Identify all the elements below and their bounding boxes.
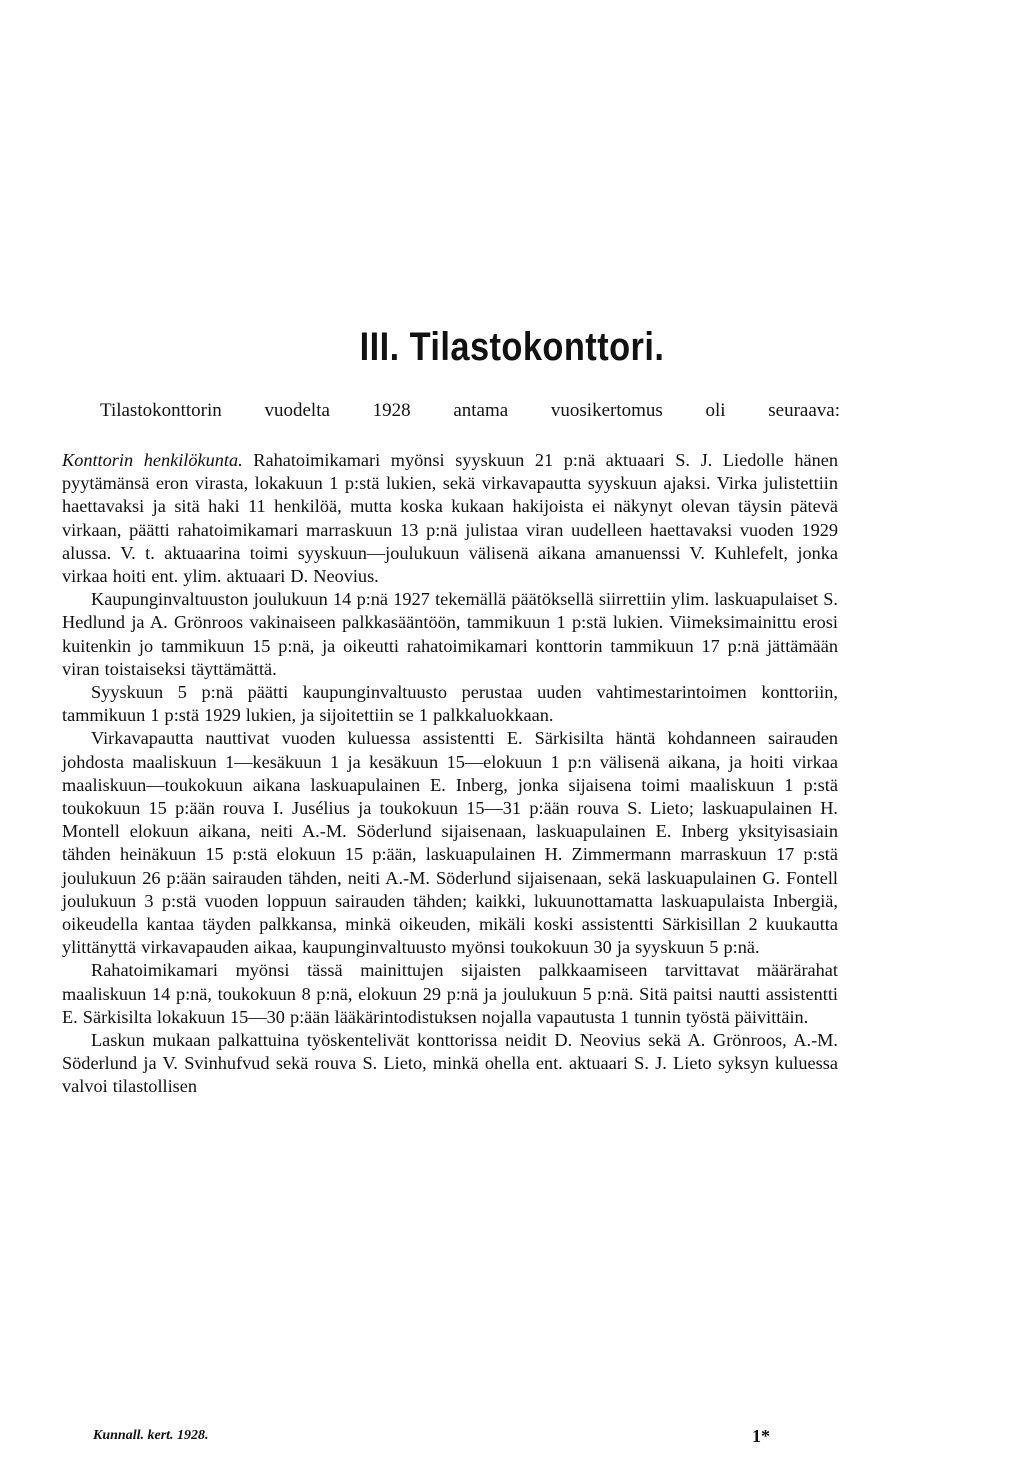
- page-footer: [0, 1424, 1024, 1448]
- paragraph-2: Kaupunginvaltuuston joulukuun 14 p:nä 1927 tekemällä päätöksellä siirrettiin ylim. laskuapulaiset S. Hedlund ja A. Grönroos vakinaiseen palkkasääntöön, tammikuun 1 p:stä lukien. Viimeksimainittu erosi kuitenkin jo tammikuun 15 p:nä, ja oikeutti rahatoimikamari konttorin tammikuun 17 p:nä jättämään viran toistaiseksi täyttämättä.: [62, 589, 838, 679]
- paragraph-5: Rahatoimikamari myönsi tässä mainittujen sijaisten palkkaamiseen tarvittavat määrärahat maaliskuun 14 p:nä, toukokuun 8 p:nä, elokuun 29 p:nä ja joulukuun 5 p:nä. Sitä paitsi nautti assistentti E. Särkisilta lokakuun 15—30 p:ään lääkärintodistuksen nojalla vapautusta 1 tunnin työstä päivittäin.: [62, 960, 838, 1027]
- publication-reference: Kunnall. kert. 1928.: [93, 1428, 209, 1443]
- paragraph-1-text: Rahatoimikamari myönsi syyskuun 21 p:nä aktuaari S. J. Liedolle hänen pyytämänsä eron virasta, lokakuun 1 p:stä lukien, sekä virkavapautta syyskuun ajaksi. Virka julistettiin haettavaksi ja sitä haki 11 henkilöä, mutta koska kukaan hakijoista ei näkynyt olevan täysin pätevä virkaan, päätti rahatoimikamari marraskuun 13 p:nä julistaa viran uudelleen haettavaksi vuoden 1929 alussa. V. t. aktuaarina toimi syyskuun—joulukuun välisenä aikana amanuenssi V. Kuhlefelt, jonka virkaa hoiti ent. ylim. aktuaari D. Neovius.: [62, 450, 838, 587]
- intro-line: Tilastokonttorin vuodelta 1928 antama vuosikertomus oli seuraava:: [100, 400, 840, 421]
- body-text: [62, 449, 838, 1099]
- paragraph-6: Laskun mukaan palkattuina työskentelivät konttorissa neidit D. Neovius sekä A. Grönroos, A.-M. Söderlund ja V. Svinhufvud sekä rouva S. Lieto, minkä ohella ent. aktuaari S. J. Lieto syksyn kuluessa valvoi tilastollisen: [62, 1030, 838, 1097]
- chapter-heading: III. Tilastokonttori.: [359, 324, 665, 369]
- paragraph-3: Syyskuun 5 p:nä päätti kaupunginvaltuusto perustaa uuden vahtimestarintoimen konttoriin, tammikuun 1 p:stä 1929 lukien, ja sijoitettiin se 1 palkkaluokkaan.: [62, 682, 838, 726]
- paragraph-1: [62, 449, 838, 588]
- paragraph-4: Virkavapautta nauttivat vuoden kuluessa assistentti E. Särkisilta häntä kohdanneen sairauden johdosta maaliskuun 1—kesäkuun 1 ja kesäkuun 15—elokuun 1 p:n välisenä aikana, ja hoiti virkaa maaliskuun—toukokuun aikana laskuapulainen E. Inberg, jonka sijaisena toimi maaliskuun 1 p:stä toukokuun 15 p:ään rouva I. Jusélius ja toukokuun 15—31 p:ään rouva S. Lieto; laskuapulainen H. Montell elokuun aikana, neiti A.-M. Söderlund sijaisenaan, laskuapulainen E. Inberg yksityisasiain tähden heinäkuun 15 p:stä elokuun 15 p:ään, laskuapulainen H. Zimmermann marraskuun 17 p:stä joulukuun 26 p:ään sairauden tähden, neiti A.-M. Söderlund sijaisenaan, sekä laskuapulainen G. Fontell joulukuun 3 p:stä vuoden loppuun sairauden tähden; kaikki, lukuunottamatta laskuapulaista Inbergiä, oikeudella kantaa täyden palkkansa, minkä oikeuden, mikäli koski assistentti Särkisillan 2 kuukautta ylittänyttä virkavapauden aikaa, kaupunginvaltuusto myönsi toukokuun 30 ja syyskuun 5 p:nä.: [62, 728, 838, 958]
- page-marker: 1*: [752, 1426, 770, 1446]
- section-title: Konttorin henkilökunta.: [62, 450, 243, 470]
